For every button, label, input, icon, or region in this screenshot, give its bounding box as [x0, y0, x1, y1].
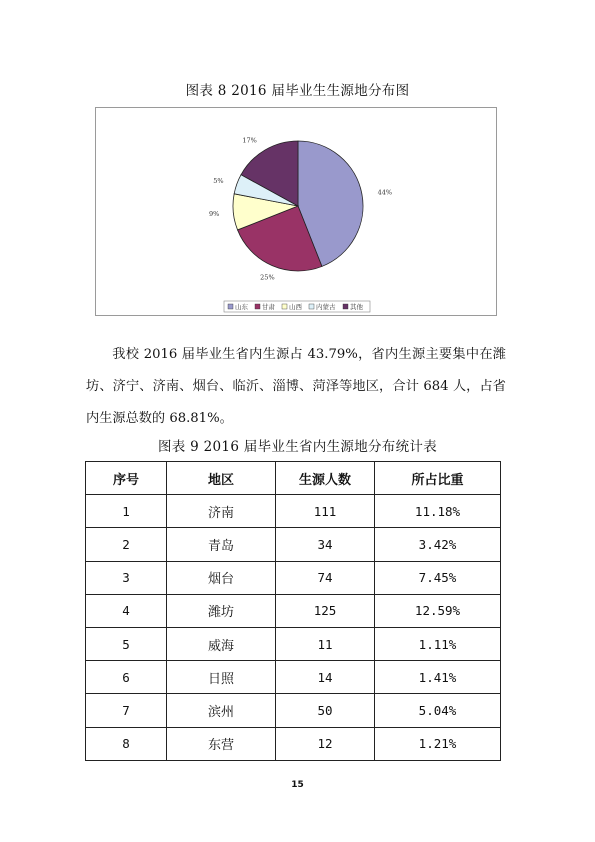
table-row — [86, 661, 501, 694]
figure-9-caption: 图表 9 2016 届毕业生省内生源地分布统计表 — [157, 439, 438, 455]
legend-label: 山西 — [289, 303, 302, 311]
table-row — [86, 495, 501, 528]
row-region: 潍坊 — [167, 594, 276, 627]
legend-label: 山东 — [235, 303, 248, 311]
pie-data-label: 17% — [242, 136, 257, 145]
legend-label: 内蒙古 — [316, 303, 336, 311]
row-share: 5.04% — [375, 694, 501, 727]
table-row — [86, 528, 501, 561]
legend-label: 其他 — [350, 303, 363, 311]
row-index: 8 — [86, 727, 167, 760]
figure-8-caption: 图表 8 2016 届毕业生生源地分布图 — [185, 83, 410, 99]
row-region: 青岛 — [167, 528, 276, 561]
row-region: 滨州 — [167, 694, 276, 727]
table-row — [86, 727, 501, 760]
legend-swatch — [255, 304, 260, 309]
table-row — [86, 561, 501, 594]
body-paragraph — [86, 339, 506, 435]
row-share: 7.45% — [375, 561, 501, 594]
table-header-row — [86, 462, 501, 495]
row-index: 2 — [86, 528, 167, 561]
row-share: 3.42% — [375, 528, 501, 561]
table-row — [86, 694, 501, 727]
body-paragraph-text: 我校 2016 届毕业生省内生源占 43.79%，省内生源主要集中在潍坊、济宁、济南、烟台、临沂、淄博、菏泽等地区，合计 684 人，占省内生源总数的 68.81%。 — [86, 347, 506, 426]
row-region: 东营 — [167, 727, 276, 760]
row-share: 12.59% — [375, 594, 501, 627]
row-count: 12 — [276, 727, 375, 760]
row-count: 34 — [276, 528, 375, 561]
table-row — [86, 627, 501, 660]
row-count: 14 — [276, 661, 375, 694]
pie-data-label: 9% — [208, 210, 220, 219]
table-row — [86, 594, 501, 627]
legend-swatch — [343, 304, 348, 309]
row-share: 11.18% — [375, 495, 501, 528]
row-count: 74 — [276, 561, 375, 594]
row-region: 烟台 — [167, 561, 276, 594]
row-index: 5 — [86, 627, 167, 660]
legend-swatch — [309, 304, 314, 309]
header-share: 所占比重 — [375, 462, 501, 495]
row-index: 1 — [86, 495, 167, 528]
pie-chart — [96, 108, 498, 317]
row-index: 4 — [86, 594, 167, 627]
header-region: 地区 — [167, 462, 276, 495]
row-count: 125 — [276, 594, 375, 627]
row-region: 济南 — [167, 495, 276, 528]
row-count: 111 — [276, 495, 375, 528]
header-count: 生源人数 — [276, 462, 375, 495]
row-share: 1.21% — [375, 727, 501, 760]
row-count: 50 — [276, 694, 375, 727]
row-count: 11 — [276, 627, 375, 660]
pie-data-label: 5% — [213, 176, 224, 185]
row-share: 1.41% — [375, 661, 501, 694]
pie-legend — [224, 301, 370, 312]
pie-chart-frame — [95, 107, 497, 316]
row-region: 日照 — [167, 661, 276, 694]
pie-data-label: 25% — [260, 273, 275, 282]
row-share: 1.11% — [375, 627, 501, 660]
page-number: 15 — [291, 780, 304, 790]
row-index: 7 — [86, 694, 167, 727]
legend-swatch — [282, 304, 287, 309]
row-index: 6 — [86, 661, 167, 694]
legend-swatch — [228, 304, 233, 309]
legend-label: 甘肃 — [262, 303, 275, 311]
row-region: 威海 — [167, 627, 276, 660]
source-distribution-table — [85, 461, 501, 761]
header-index: 序号 — [86, 462, 167, 495]
pie-data-label: 44% — [377, 188, 393, 197]
row-index: 3 — [86, 561, 167, 594]
